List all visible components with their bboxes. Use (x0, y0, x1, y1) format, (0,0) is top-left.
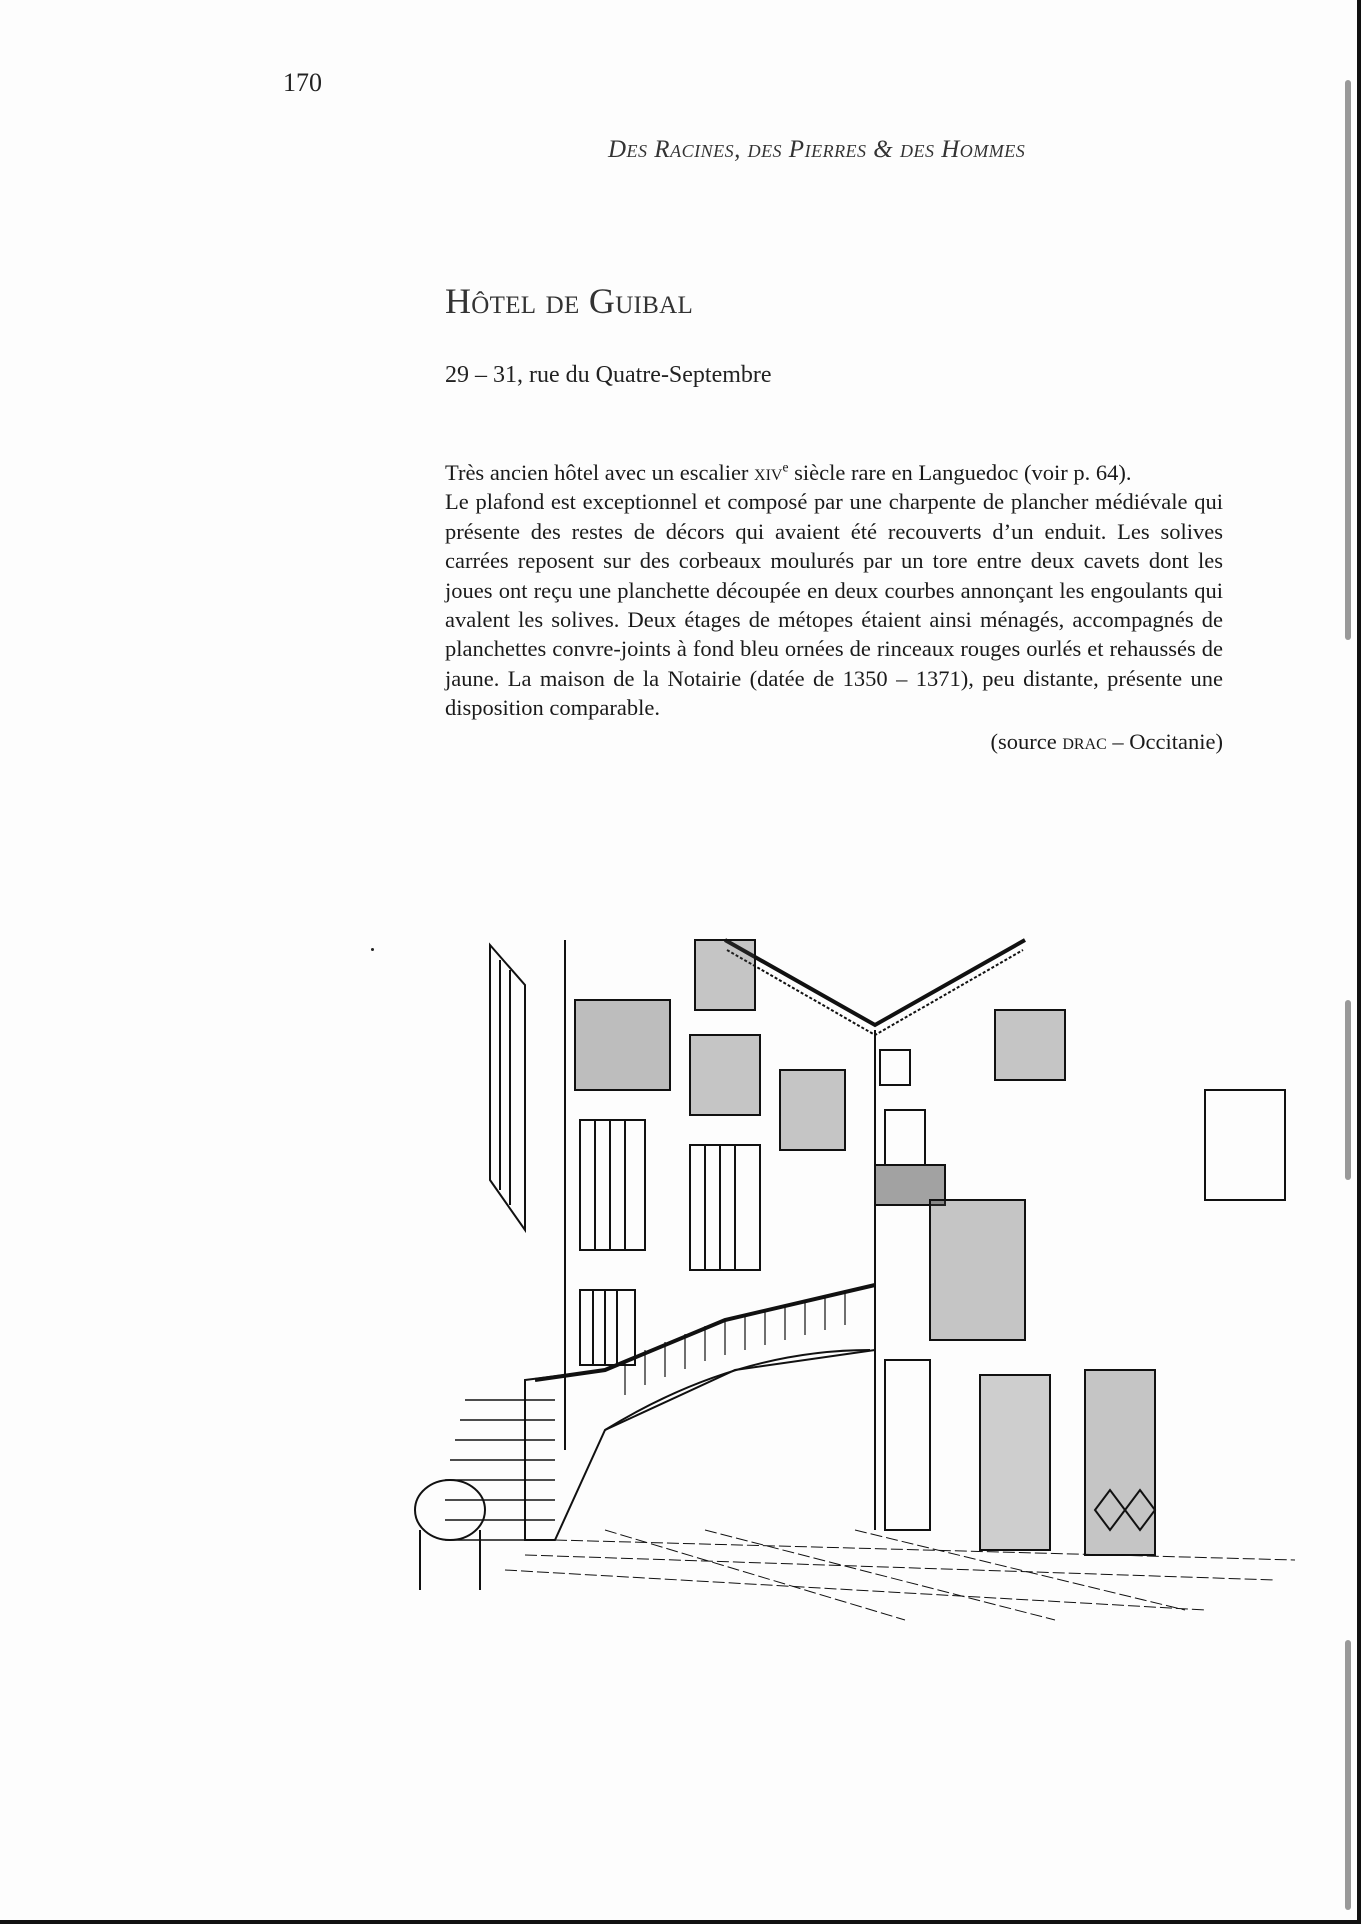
source-org: drac (1062, 728, 1107, 754)
courtyard-illustration (405, 930, 1305, 1630)
page-number: 170 (283, 68, 322, 97)
paragraph-intro (445, 458, 1223, 487)
scan-shadow-mid (1345, 1000, 1351, 1180)
article-address: 29 – 31, rue du Quatre-Septembre (445, 362, 772, 388)
article-body (445, 458, 1223, 756)
intro-text-end: siècle rare en Languedoc (voir p. 64). (788, 460, 1132, 485)
paragraph-description: Le plafond est exceptionnel et composé par une charpente de plancher médiévale qui présente des restes de décors qui avaient été recouverts d’un enduit. Les solives carrées reposent sur des corbeaux moulurés par un tore entre deux cavets dont les joues ont reçu une planchette découpée en deux courbes annonçant les engoulants qui avalent les solives. Deux étages de métopes étaient ainsi ménagés, accompagnés de planchettes convre-joints à fond bleu ornées de rinceaux rouges ourlés et rehaussés de jaune. La maison de la Notairie (datée de 1350 – 1371), peu distante, présente une disposition comparable. (445, 489, 1223, 721)
century-superscript: e (782, 459, 789, 475)
source-prefix: (source (990, 728, 1063, 754)
running-head: Des Racines, des Pierres & des Hommes (608, 136, 1026, 163)
century-numeral: xiv (754, 460, 783, 485)
scan-shadow-top (1345, 80, 1351, 640)
page-right-edge (1357, 0, 1361, 1924)
stray-dot (371, 948, 374, 951)
page-bottom-edge (0, 1920, 1361, 1924)
intro-text: Très ancien hôtel avec un escalier (445, 460, 755, 485)
source-suffix: – Occitanie) (1106, 728, 1223, 754)
article-title: Hôtel de Guibal (445, 281, 694, 321)
source-citation (445, 727, 1223, 756)
scan-shadow-bottom (1345, 1640, 1351, 1910)
